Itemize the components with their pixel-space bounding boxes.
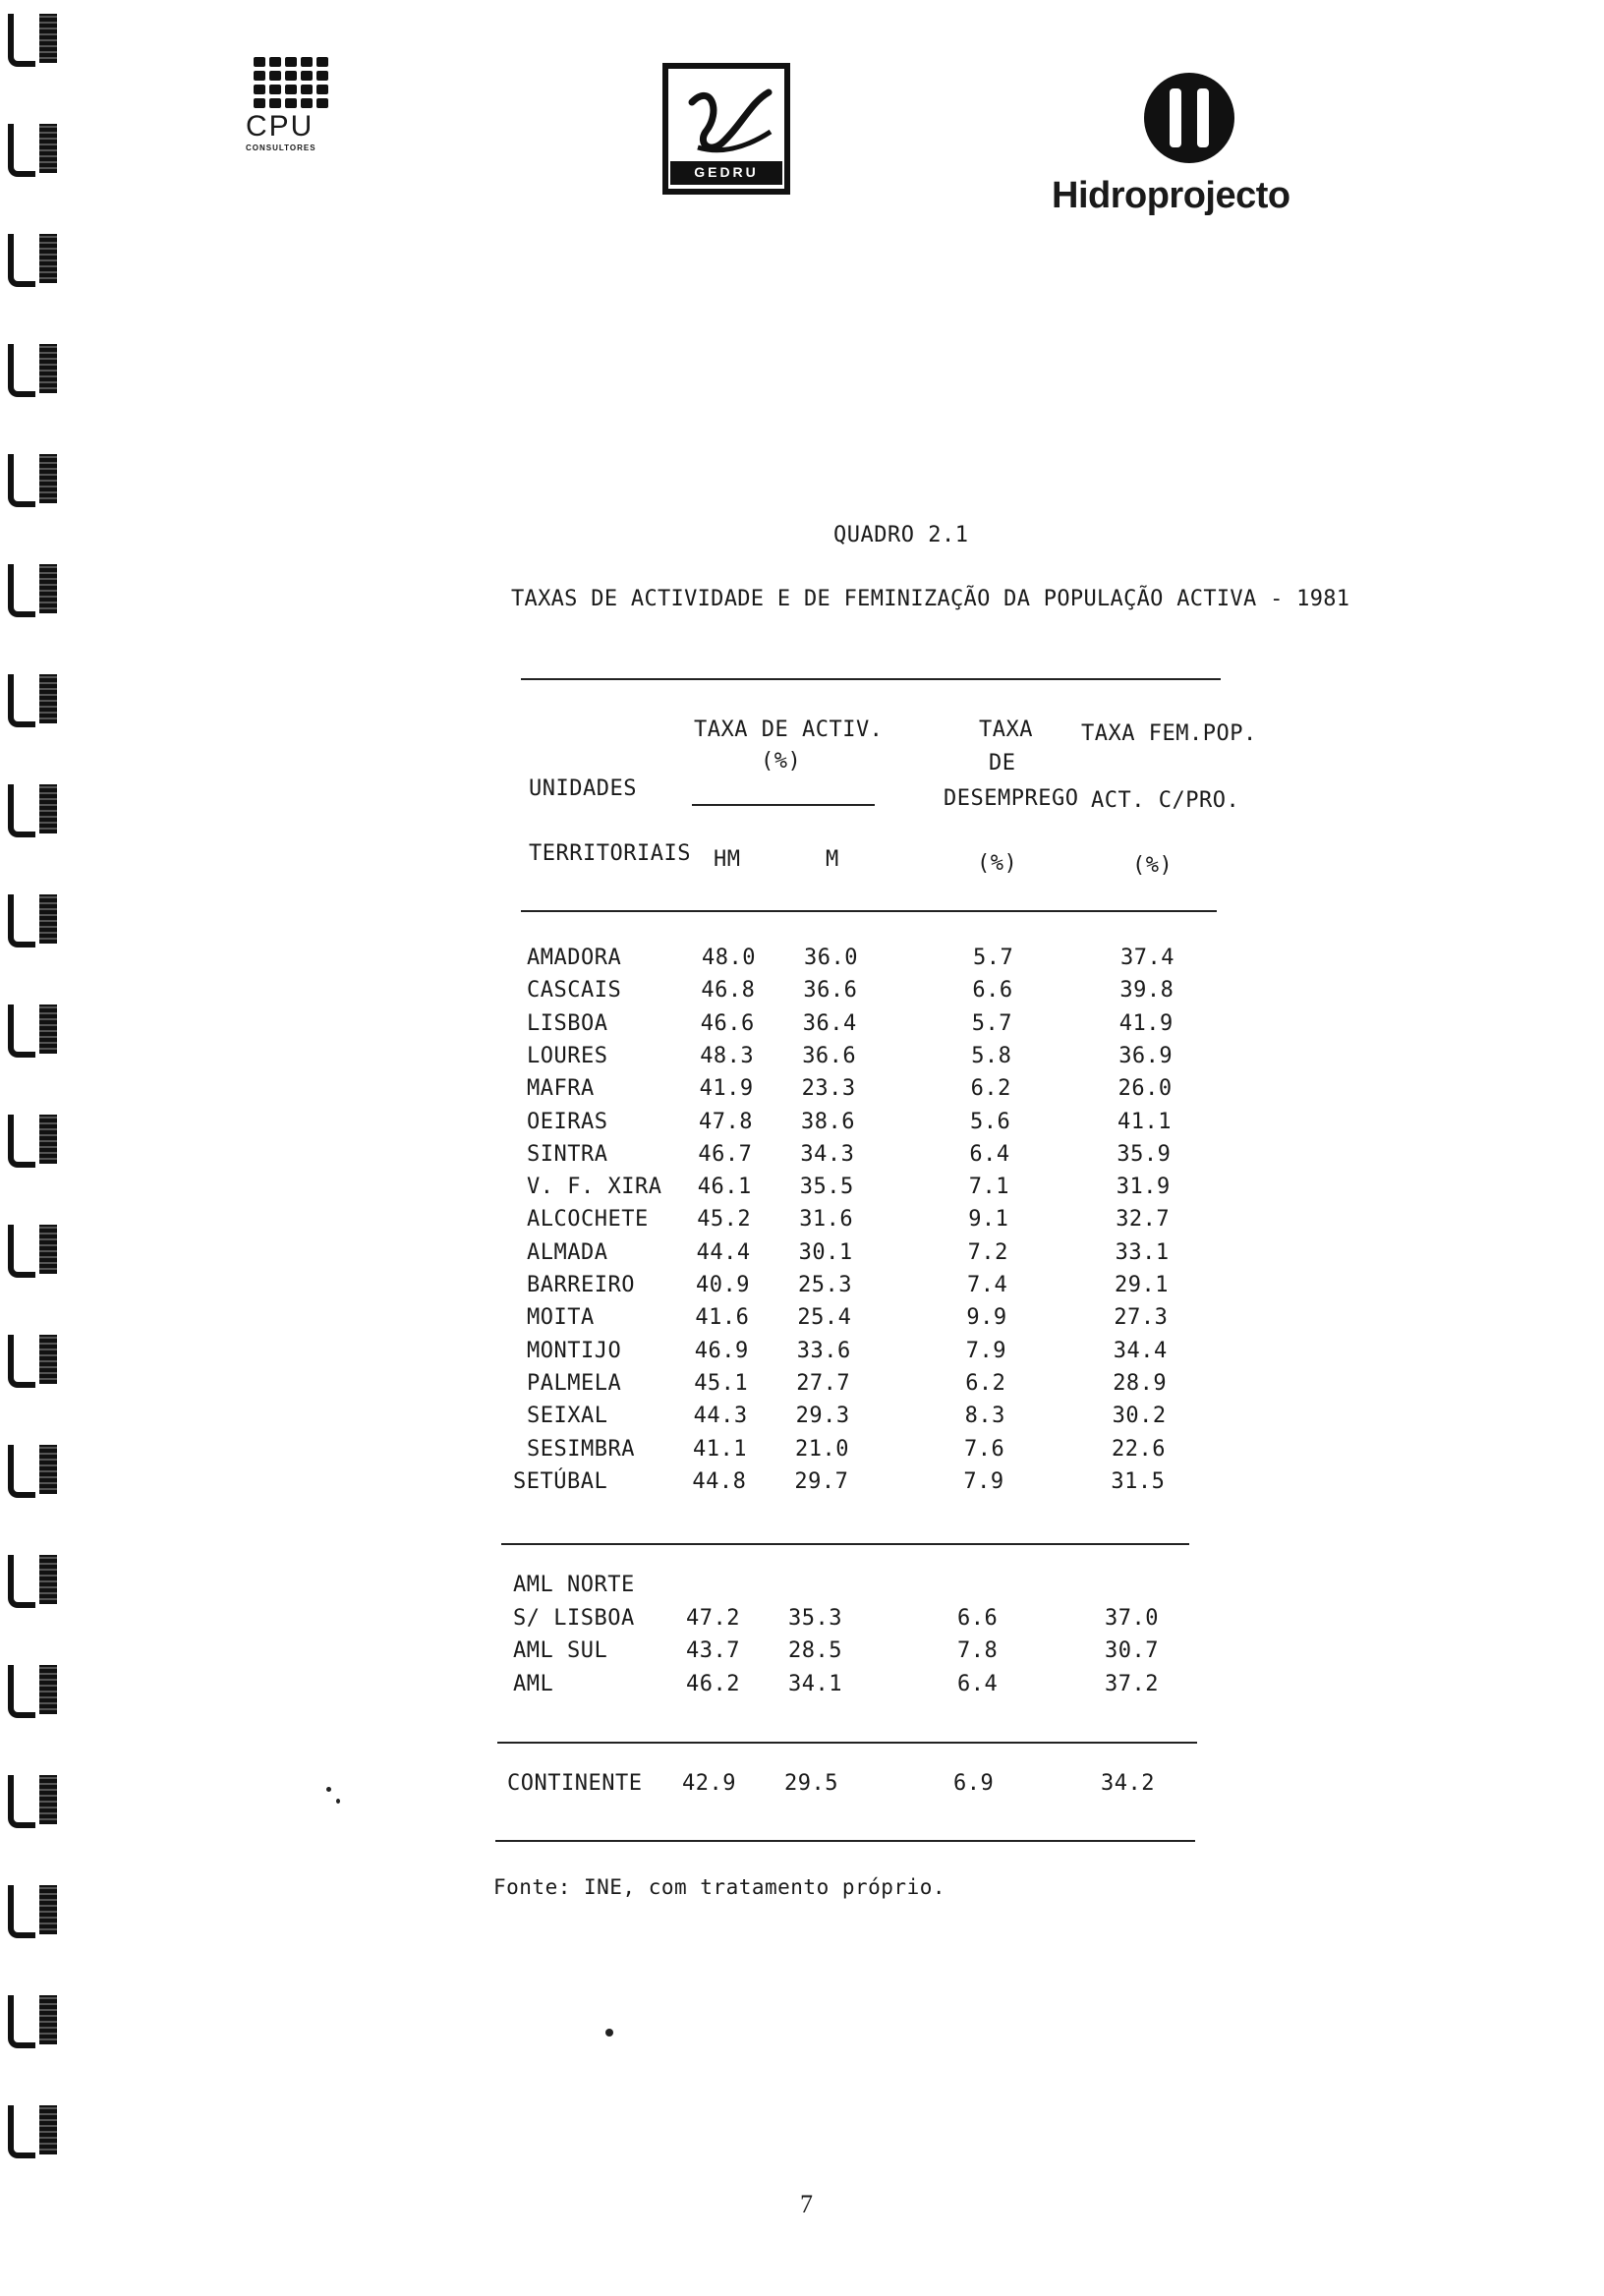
cell-unit: SESIMBRA: [527, 1436, 635, 1462]
cell-hm: 47.8: [699, 1109, 753, 1134]
cell-hm: 46.9: [694, 1338, 749, 1363]
binding-ring-icon: [4, 1219, 73, 1280]
table-title: TAXAS DE ACTIVIDADE E DE FEMINIZAÇÃO DA POPULAÇÃO ACTIVA - 1981: [511, 587, 1350, 611]
binding-ring-icon: [4, 778, 73, 839]
cpu-grid-square: [316, 85, 328, 94]
cpu-grid-square: [269, 57, 281, 67]
cell-unit: V. F. XIRA: [527, 1175, 662, 1200]
cell-fem: 22.6: [1112, 1436, 1166, 1462]
cpu-grid-square: [301, 71, 313, 81]
cell-m: 35.3: [788, 1605, 842, 1631]
cell-fem: 35.9: [1117, 1141, 1172, 1167]
cell-hm: 44.3: [693, 1404, 748, 1429]
cell-hm: 46.6: [700, 1010, 755, 1036]
cell-m: 34.1: [788, 1671, 842, 1696]
cpu-grid-square: [269, 85, 281, 94]
cell-unit: OEIRAS: [527, 1109, 608, 1134]
cell-unit: ALMADA: [527, 1239, 608, 1265]
cpu-logo-subtitle: CONSULTORES: [246, 144, 316, 152]
cell-fem: 30.2: [1112, 1404, 1167, 1429]
cpu-grid-square: [269, 71, 281, 81]
cell-desemprego: 6.2: [970, 1076, 1011, 1102]
binding-ring-icon: [4, 889, 73, 949]
header-desemprego-unit: (%): [977, 851, 1018, 876]
cell-hm: 46.2: [686, 1671, 740, 1696]
cell-desemprego: 6.6: [957, 1605, 999, 1631]
cell-unit: MONTIJO: [527, 1338, 622, 1363]
binding-ring-icon: [4, 1549, 73, 1610]
cell-m: 36.6: [802, 1043, 857, 1068]
binding-ring-icon: [4, 999, 73, 1060]
cpu-grid-square: [254, 57, 265, 67]
cell-fem: 33.1: [1115, 1239, 1170, 1265]
cpu-grid-square: [254, 85, 265, 94]
cell-unit: CONTINENTE: [507, 1771, 643, 1796]
cell-fem: 26.0: [1117, 1076, 1173, 1102]
gedru-logo: [662, 63, 790, 197]
cell-unit: CASCAIS: [527, 978, 622, 1004]
binding-ring-icon: [4, 1439, 73, 1500]
cell-hm: 41.9: [699, 1076, 754, 1102]
cell-fem: 41.9: [1118, 1010, 1174, 1036]
binding-ring-icon: [4, 558, 73, 619]
cell-m: 36.0: [804, 946, 858, 970]
cell-fem: 34.4: [1113, 1338, 1168, 1363]
cell-desemprego: 6.2: [965, 1370, 1006, 1396]
cell-desemprego: 6.6: [972, 978, 1013, 1004]
binding-ring-icon: [4, 448, 73, 509]
binding-ring-icon: [4, 118, 73, 179]
cell-hm: 48.0: [702, 946, 756, 970]
cell-hm: 44.4: [696, 1239, 751, 1265]
cell-unit: SETÚBAL: [513, 1468, 608, 1494]
cell-m: 36.4: [802, 1010, 857, 1036]
table-bottom-rule: [495, 1840, 1195, 1842]
binding-ring-icon: [4, 1329, 73, 1390]
cell-desemprego: 7.6: [964, 1436, 1005, 1462]
hidroprojecto-emblem-icon: [1140, 69, 1238, 167]
cell-unit: SINTRA: [527, 1141, 608, 1167]
cell-desemprego: 5.7: [971, 1010, 1013, 1036]
header-m: M: [826, 847, 839, 872]
cell-m: 38.6: [801, 1109, 855, 1134]
cpu-grid-square: [269, 98, 281, 108]
cell-hm: 48.3: [700, 1043, 755, 1068]
binding-ring-icon: [4, 338, 73, 399]
cell-unit: BARREIRO: [527, 1273, 635, 1297]
cell-desemprego: 7.8: [957, 1638, 999, 1663]
cell-desemprego: 6.4: [969, 1141, 1010, 1167]
header-unidades: UNIDADES: [529, 776, 637, 801]
cpu-grid-square: [254, 98, 265, 108]
cell-desemprego: 9.1: [968, 1207, 1009, 1233]
cell-desemprego: 6.4: [957, 1671, 999, 1696]
cell-m: 25.4: [797, 1305, 852, 1331]
header-territoriais: TERRITORIAIS: [529, 841, 691, 866]
cell-desemprego: 7.9: [965, 1338, 1007, 1363]
binding-ring-icon: [4, 228, 73, 289]
cell-fem: 39.8: [1119, 978, 1174, 1004]
cell-m: 25.3: [798, 1273, 852, 1297]
cell-fem: 27.3: [1114, 1305, 1169, 1331]
cell-m: 29.7: [794, 1468, 849, 1494]
cell-fem: 34.2: [1101, 1771, 1155, 1796]
cell-desemprego: 8.3: [964, 1404, 1005, 1429]
cell-desemprego: 5.7: [973, 946, 1014, 970]
page-number: 7: [800, 2190, 814, 2218]
cell-unit: ALCOCHETE: [527, 1207, 649, 1233]
cpu-grid-square: [285, 85, 297, 94]
cell-hm: 44.8: [692, 1468, 747, 1494]
cell-hm: 46.1: [697, 1175, 752, 1200]
cell-desemprego: 7.1: [968, 1175, 1010, 1200]
cell-unit: MOITA: [527, 1305, 595, 1331]
cell-unit: AML NORTE: [513, 1573, 635, 1597]
binding-ring-icon: [4, 1989, 73, 2050]
header-hm: HM: [714, 847, 741, 872]
cell-hm: 46.8: [701, 978, 756, 1004]
cell-unit: SEIXAL: [527, 1404, 608, 1429]
cpu-grid-square: [316, 71, 328, 81]
cpu-grid-square: [301, 85, 313, 94]
cell-m: 31.6: [799, 1207, 854, 1233]
cpu-grid-square: [316, 98, 328, 108]
spiral-binding: [0, 0, 88, 2296]
cell-desemprego: 7.4: [967, 1273, 1008, 1297]
cell-m: 35.5: [799, 1175, 854, 1200]
scan-speck: [336, 1799, 340, 1804]
cpu-grid-square: [316, 57, 328, 67]
cell-fem: 31.5: [1111, 1468, 1166, 1494]
cell-unit: LISBOA: [527, 1010, 608, 1036]
binding-ring-icon: [4, 8, 73, 69]
cpu-grid-square: [285, 57, 297, 67]
cell-fem: 37.0: [1105, 1605, 1159, 1631]
gedru-logo-text: GEDRU: [694, 164, 759, 180]
binding-ring-icon: [4, 1109, 73, 1170]
cell-hm: 42.9: [682, 1771, 736, 1796]
cell-fem: 37.4: [1120, 946, 1174, 970]
cell-fem: 32.7: [1116, 1207, 1171, 1233]
cell-m: 27.7: [796, 1370, 851, 1396]
aggregate-bottom-rule: [497, 1742, 1197, 1744]
header-activ-rule: [692, 804, 875, 806]
cell-m: 34.3: [800, 1141, 855, 1167]
cpu-grid-square: [285, 98, 297, 108]
cell-m: 30.1: [798, 1239, 853, 1265]
binding-ring-icon: [4, 668, 73, 729]
cpu-logo-text: CPU: [246, 110, 315, 143]
cell-hm: 40.9: [696, 1273, 750, 1297]
cell-fem: 28.9: [1113, 1370, 1168, 1396]
body-bottom-rule: [501, 1543, 1189, 1545]
cell-desemprego: 5.8: [971, 1043, 1012, 1068]
cell-desemprego: 7.9: [963, 1468, 1004, 1494]
cell-unit: MAFRA: [527, 1076, 595, 1102]
header-bottom-rule: [521, 910, 1217, 912]
cell-m: 23.3: [801, 1076, 856, 1102]
binding-ring-icon: [4, 1769, 73, 1830]
cpu-grid-square: [285, 71, 297, 81]
binding-ring-icon: [4, 2099, 73, 2160]
cell-m: 29.5: [784, 1771, 838, 1796]
header-fem-unit: (%): [1132, 853, 1174, 878]
cell-fem: 37.2: [1105, 1671, 1159, 1696]
cell-m: 21.0: [795, 1436, 849, 1462]
scan-speck: [326, 1787, 331, 1792]
cell-hm: 46.7: [698, 1141, 753, 1167]
header-desemprego-1: TAXA: [979, 718, 1033, 742]
cell-hm: 47.2: [686, 1605, 740, 1631]
cell-fem: 41.1: [1117, 1109, 1172, 1134]
cell-fem: 31.9: [1116, 1175, 1171, 1200]
cpu-grid-square: [301, 98, 313, 108]
cell-unit: AML SUL: [513, 1638, 608, 1663]
header-taxa-activ: TAXA DE ACTIV.: [694, 718, 884, 742]
cell-unit: S/ LISBOA: [513, 1605, 635, 1631]
cell-m: 29.3: [795, 1404, 850, 1429]
source-note: Fonte: INE, com tratamento próprio.: [493, 1875, 946, 1899]
cell-hm: 41.6: [695, 1305, 750, 1331]
cell-unit: LOURES: [527, 1043, 608, 1068]
cell-desemprego: 5.6: [970, 1109, 1011, 1134]
hidroprojecto-logo-text: Hidroprojecto: [1052, 175, 1290, 216]
cpu-grid-icon: [254, 57, 328, 108]
cell-fem: 29.1: [1115, 1273, 1169, 1297]
header-taxa-activ-unit: (%): [761, 749, 802, 774]
scan-speck: [605, 2029, 613, 2037]
cell-desemprego: 6.9: [953, 1771, 995, 1796]
cpu-grid-square: [301, 57, 313, 67]
cell-fem: 36.9: [1118, 1043, 1174, 1068]
cell-m: 36.6: [803, 978, 858, 1004]
cell-m: 33.6: [796, 1338, 851, 1363]
cell-fem: 30.7: [1105, 1638, 1159, 1663]
cell-unit: AMADORA: [527, 946, 622, 970]
header-fem-1: TAXA FEM.POP.: [1081, 721, 1257, 746]
cell-unit: AML: [513, 1671, 554, 1696]
cell-hm: 43.7: [686, 1638, 740, 1663]
binding-ring-icon: [4, 1659, 73, 1720]
cell-unit: PALMELA: [527, 1370, 622, 1396]
cell-hm: 41.1: [693, 1436, 747, 1462]
header-fem-2: ACT. C/PRO.: [1091, 788, 1240, 813]
cell-m: 28.5: [788, 1638, 842, 1663]
header-desemprego-2: DE: [989, 751, 1016, 775]
cpu-logo: [246, 57, 328, 152]
table-number: QUADRO 2.1: [833, 523, 969, 547]
cell-desemprego: 7.2: [967, 1239, 1008, 1265]
cpu-grid-square: [254, 71, 265, 81]
hidroprojecto-logo: [1052, 69, 1327, 226]
cell-desemprego: 9.9: [966, 1305, 1007, 1331]
binding-ring-icon: [4, 1879, 73, 1940]
header-desemprego-3: DESEMPREGO: [944, 786, 1079, 811]
cell-hm: 45.2: [697, 1207, 752, 1233]
cell-hm: 45.1: [694, 1370, 749, 1396]
table-top-rule: [521, 678, 1221, 680]
